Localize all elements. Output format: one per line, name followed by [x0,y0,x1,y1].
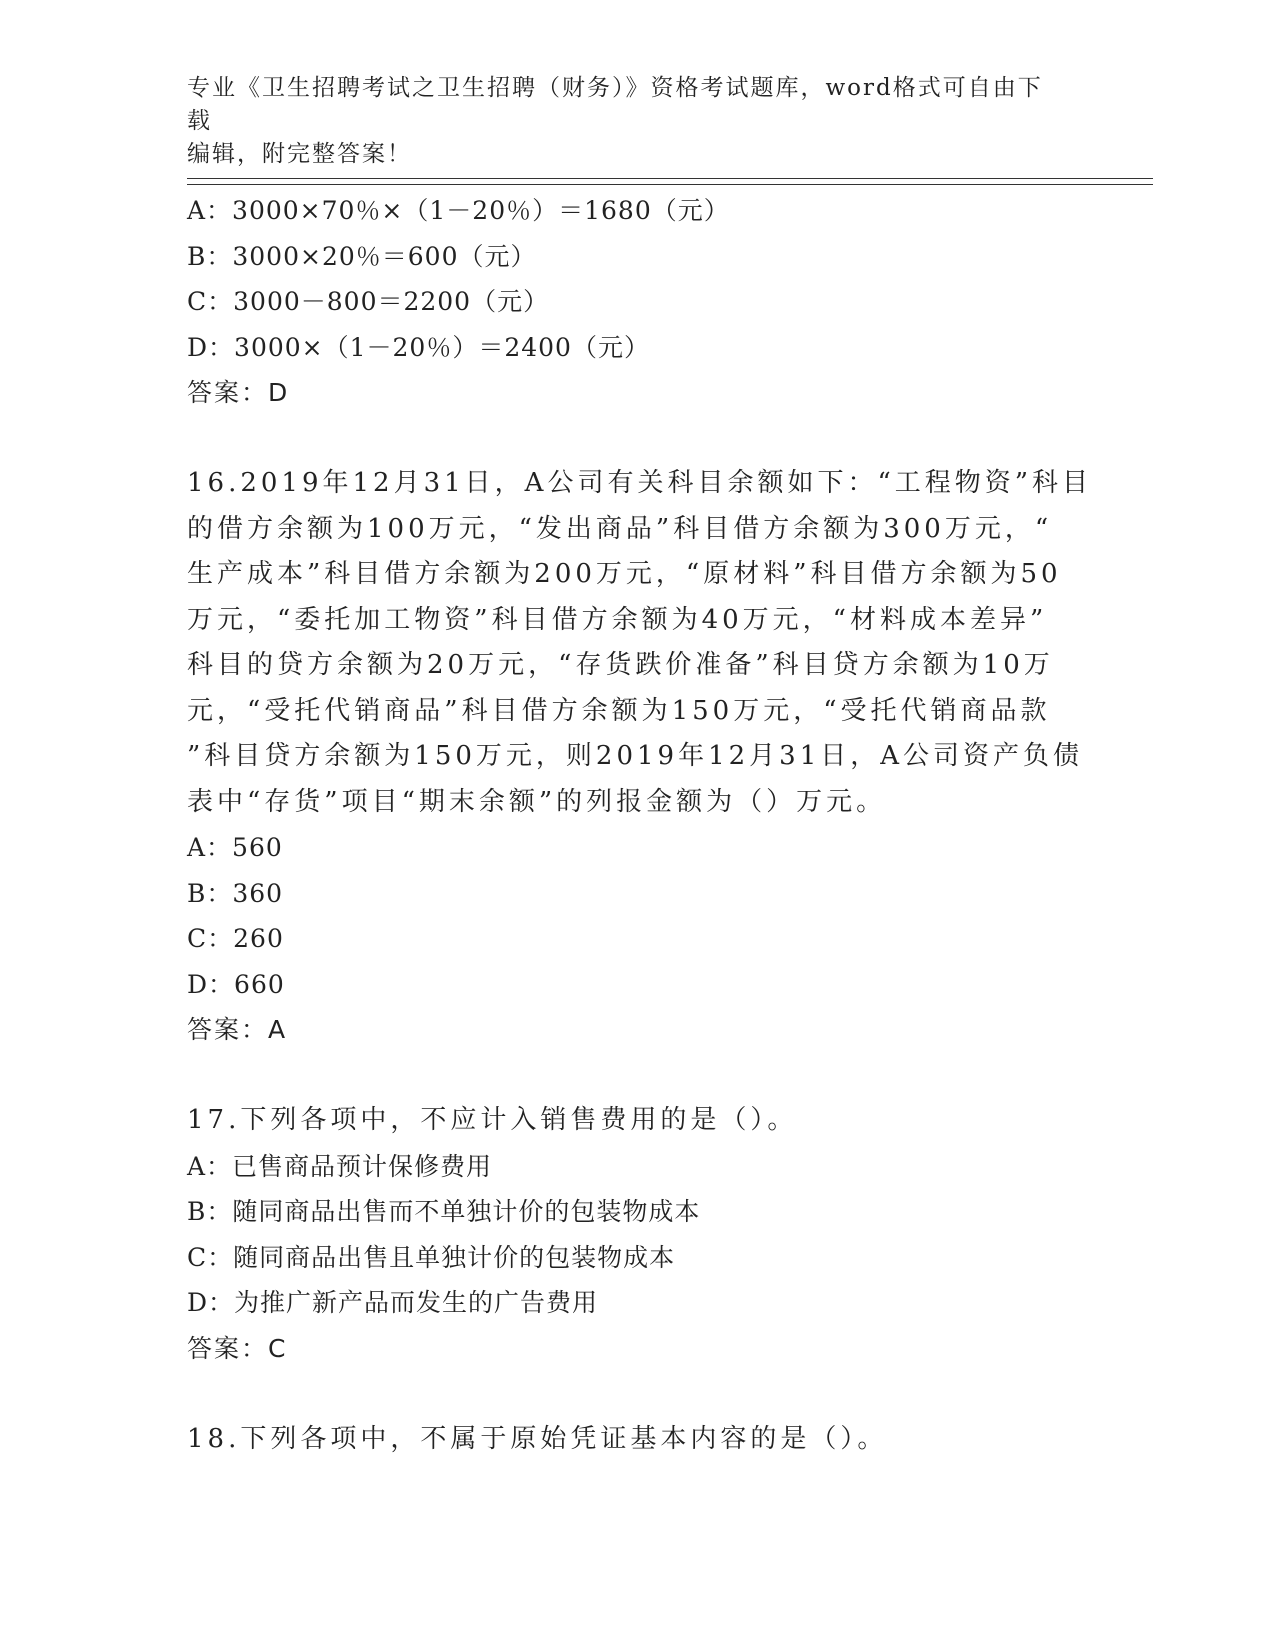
option-d: D：3000×（1－20％）＝2400（元） [187,332,650,362]
stem-line: 万元，“委托加工物资”科目借方余额为40万元，“材料成本差异” [187,604,1048,635]
option-d: D：660 [187,969,285,999]
stem-line: 生产成本”科目借方余额为200万元，“原材料”科目借方余额为50 [187,559,1062,589]
question-stem: 17.下列各项中，不应计入销售费用的是（）。 [187,1105,798,1135]
question-stem: 18.下列各项中，不属于原始凭证基本内容的是（）。 [187,1423,888,1454]
question-18 [187,1417,1087,1463]
stem-line: 科目的贷方余额为20万元，“存货跌价准备”科目贷方余额为10万 [187,650,1054,680]
stem-line: 元，“受托代销商品”科目借方余额为150万元，“受托代销商品款 [187,695,1051,726]
question-15 [187,188,1087,416]
question-17 [187,1098,1087,1371]
question-stem [187,461,1093,825]
stem-line: 的借方余额为100万元，“发出商品”科目借方余额为300万元，“ [187,513,1053,544]
answer: 答案：A [187,1015,288,1044]
answer: 答案：C [187,1333,288,1363]
option-b: B：360 [187,878,284,908]
question-content [187,188,1093,1462]
option-a: A：560 [187,833,283,862]
option-a: A：3000×70％×（1－20％）＝1680（元） [187,196,730,225]
option-d: D：为推广新产品而发生的广告费用 [187,1288,599,1317]
answer: 答案：D [187,378,290,407]
spacer [187,416,1087,462]
option-c: C：随同商品出售且单独计价的包装物成本 [187,1242,676,1272]
question-16 [187,461,1093,1053]
option-b: B：随同商品出售而不单独计价的包装物成本 [187,1197,701,1226]
stem-line: ”科目贷方余额为150万元，则2019年12月31日，A公司资产负债 [187,741,1084,771]
header-divider-bottom [187,184,1153,185]
option-c: C：260 [187,924,284,953]
document-header [187,72,1067,171]
option-b: B：3000×20％＝600（元） [187,241,537,271]
header-line-1: 专业《卫生招聘考试之卫生招聘（财务）》资格考试题库，word格式可自由下载 [187,75,1043,134]
spacer [187,1053,1087,1099]
stem-line: 表中“存货”项目“期末余额”的列报金额为（）万元。 [187,786,887,817]
header-divider-top [187,178,1153,179]
option-c: C：3000－800＝2200（元） [187,287,550,316]
header-line-2: 编辑，附完整答案！ [187,141,412,167]
option-a: A：已售商品预计保修费用 [187,1151,493,1181]
spacer [187,1371,1087,1417]
stem-line: 16.2019年12月31日，A公司有关科目余额如下：“工程物资”科目 [187,468,1093,498]
